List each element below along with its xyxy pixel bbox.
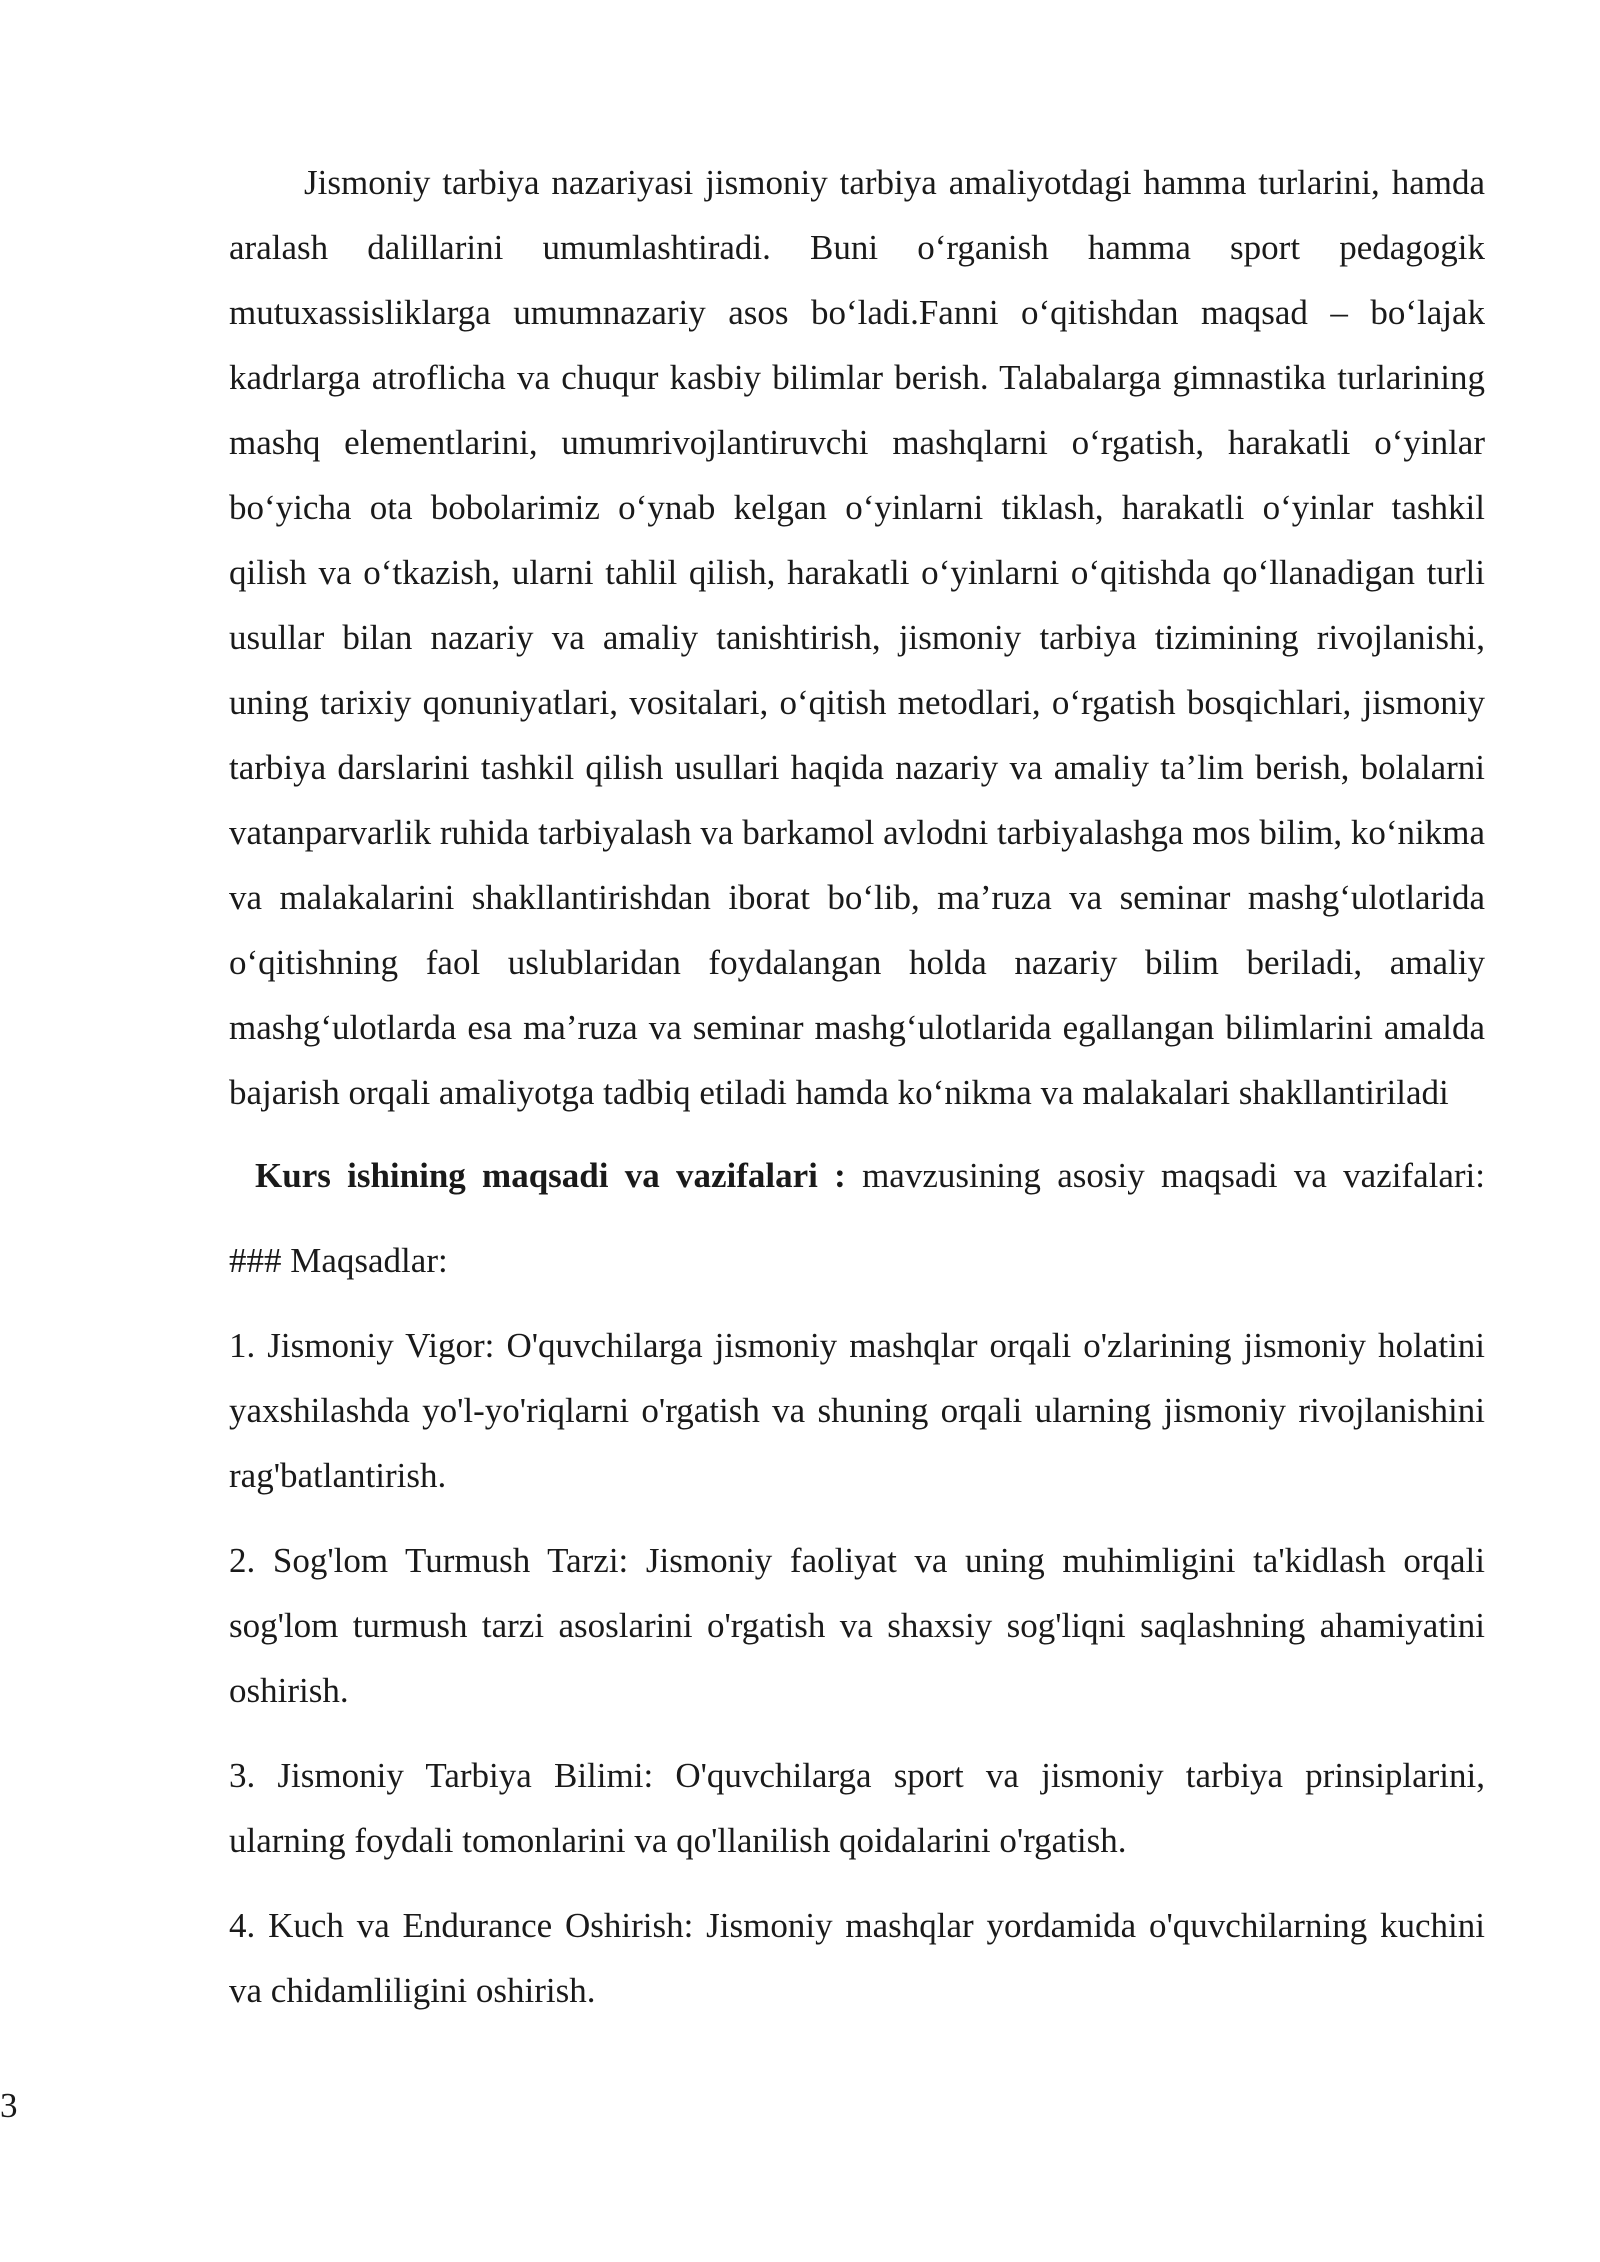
- course-goals-line: [229, 1143, 1485, 1208]
- goal-item-1: 1. Jismoniy Vigor: O'quvchilarga jismoniy mashqlar orqali o'zlarining jismoniy holatini yaxshilashda yo'l-yo'riqlarni o'rgatish va shuning orqali ularning jismoniy rivojlanishini rag'batlantirish.: [229, 1326, 1485, 1495]
- goal-item-3: 3. Jismoniy Tarbiya Bilimi: O'quvchilarga sport va jismoniy tarbiya prinsiplarini, ularning foydali tomonlarini va qo'llanilish qoidalarini o'rgatish.: [229, 1756, 1485, 1860]
- goals-heading: ### Maqsadlar:: [229, 1241, 448, 1280]
- course-goals-text: mavzusining asosiy maqsadi va vazifalari:: [845, 1156, 1485, 1195]
- goal-item-2: 2. Sog'lom Turmush Tarzi: Jismoniy faoliyat va uning muhimligini ta'kidlash orqali sog'lom turmush tarzi asoslarini o'rgatish va shaxsiy sog'liqni saqlashning ahamiyatini oshirish.: [229, 1541, 1485, 1710]
- intro-paragraph: Jismoniy tarbiya nazariyasi jismoniy tarbiya amaliyotdagi hamma turlarini, hamda aralash dalillarini umumlashtiradi. Buni oʻrganish hamma sport pedagogik mutuxassisliklarga umumnazariy asos boʻladi.Fanni oʻqitishdan maqsad – boʻlajak kadrlarga atroflicha va chuqur kasbiy bilimlar berish. Talabalarga gimnastika turlarining mashq elementlarini, umumrivojlantiruvchi mashqlarni oʻrgatish, harakatli oʻyinlar boʻyicha ota bobolarimiz oʻynab kelgan oʻyinlarni tiklash, harakatli oʻyinlar tashkil qilish va oʻtkazish, ularni tahlil qilish, harakatli oʻyinlarni oʻqitishda qoʻllanadigan turli usullar bilan nazariy va amaliy tanishtirish, jismoniy tarbiya tizimining rivojlanishi, uning tarixiy qonuniyatlari, vositalari, oʻqitish metodlari, oʻrgatish bosqichlari, jismoniy tarbiya darslarini tashkil qilish usullari haqida nazariy va amaliy ta’lim berish, bolalarni vatanparvarlik ruhida tarbiyalash va barkamol avlodni tarbiyalashga mos bilim, koʻnikma va malakalarini shakllantirishdan iborat boʻlib, ma’ruza va seminar mashgʻulotlarida oʻqitishning faol uslublaridan foydalangan holda nazariy bilim beriladi, amaliy mashgʻulotlarda esa ma’ruza va seminar mashgʻulotlarida egallangan bilimlarini amalda bajarish orqali amaliyotga tadbiq etiladi hamda koʻnikma va malakalari shakllantiriladi: [229, 163, 1485, 1112]
- course-goals-label: Kurs ishining maqsadi va vazifalari :: [255, 1156, 846, 1195]
- page-number: 3: [0, 2086, 18, 2125]
- goal-item-4: 4. Kuch va Endurance Oshirish: Jismoniy mashqlar yordamida o'quvchilarning kuchini va chidamliligini oshirish.: [229, 1906, 1485, 2010]
- document-page: [229, 150, 1485, 2023]
